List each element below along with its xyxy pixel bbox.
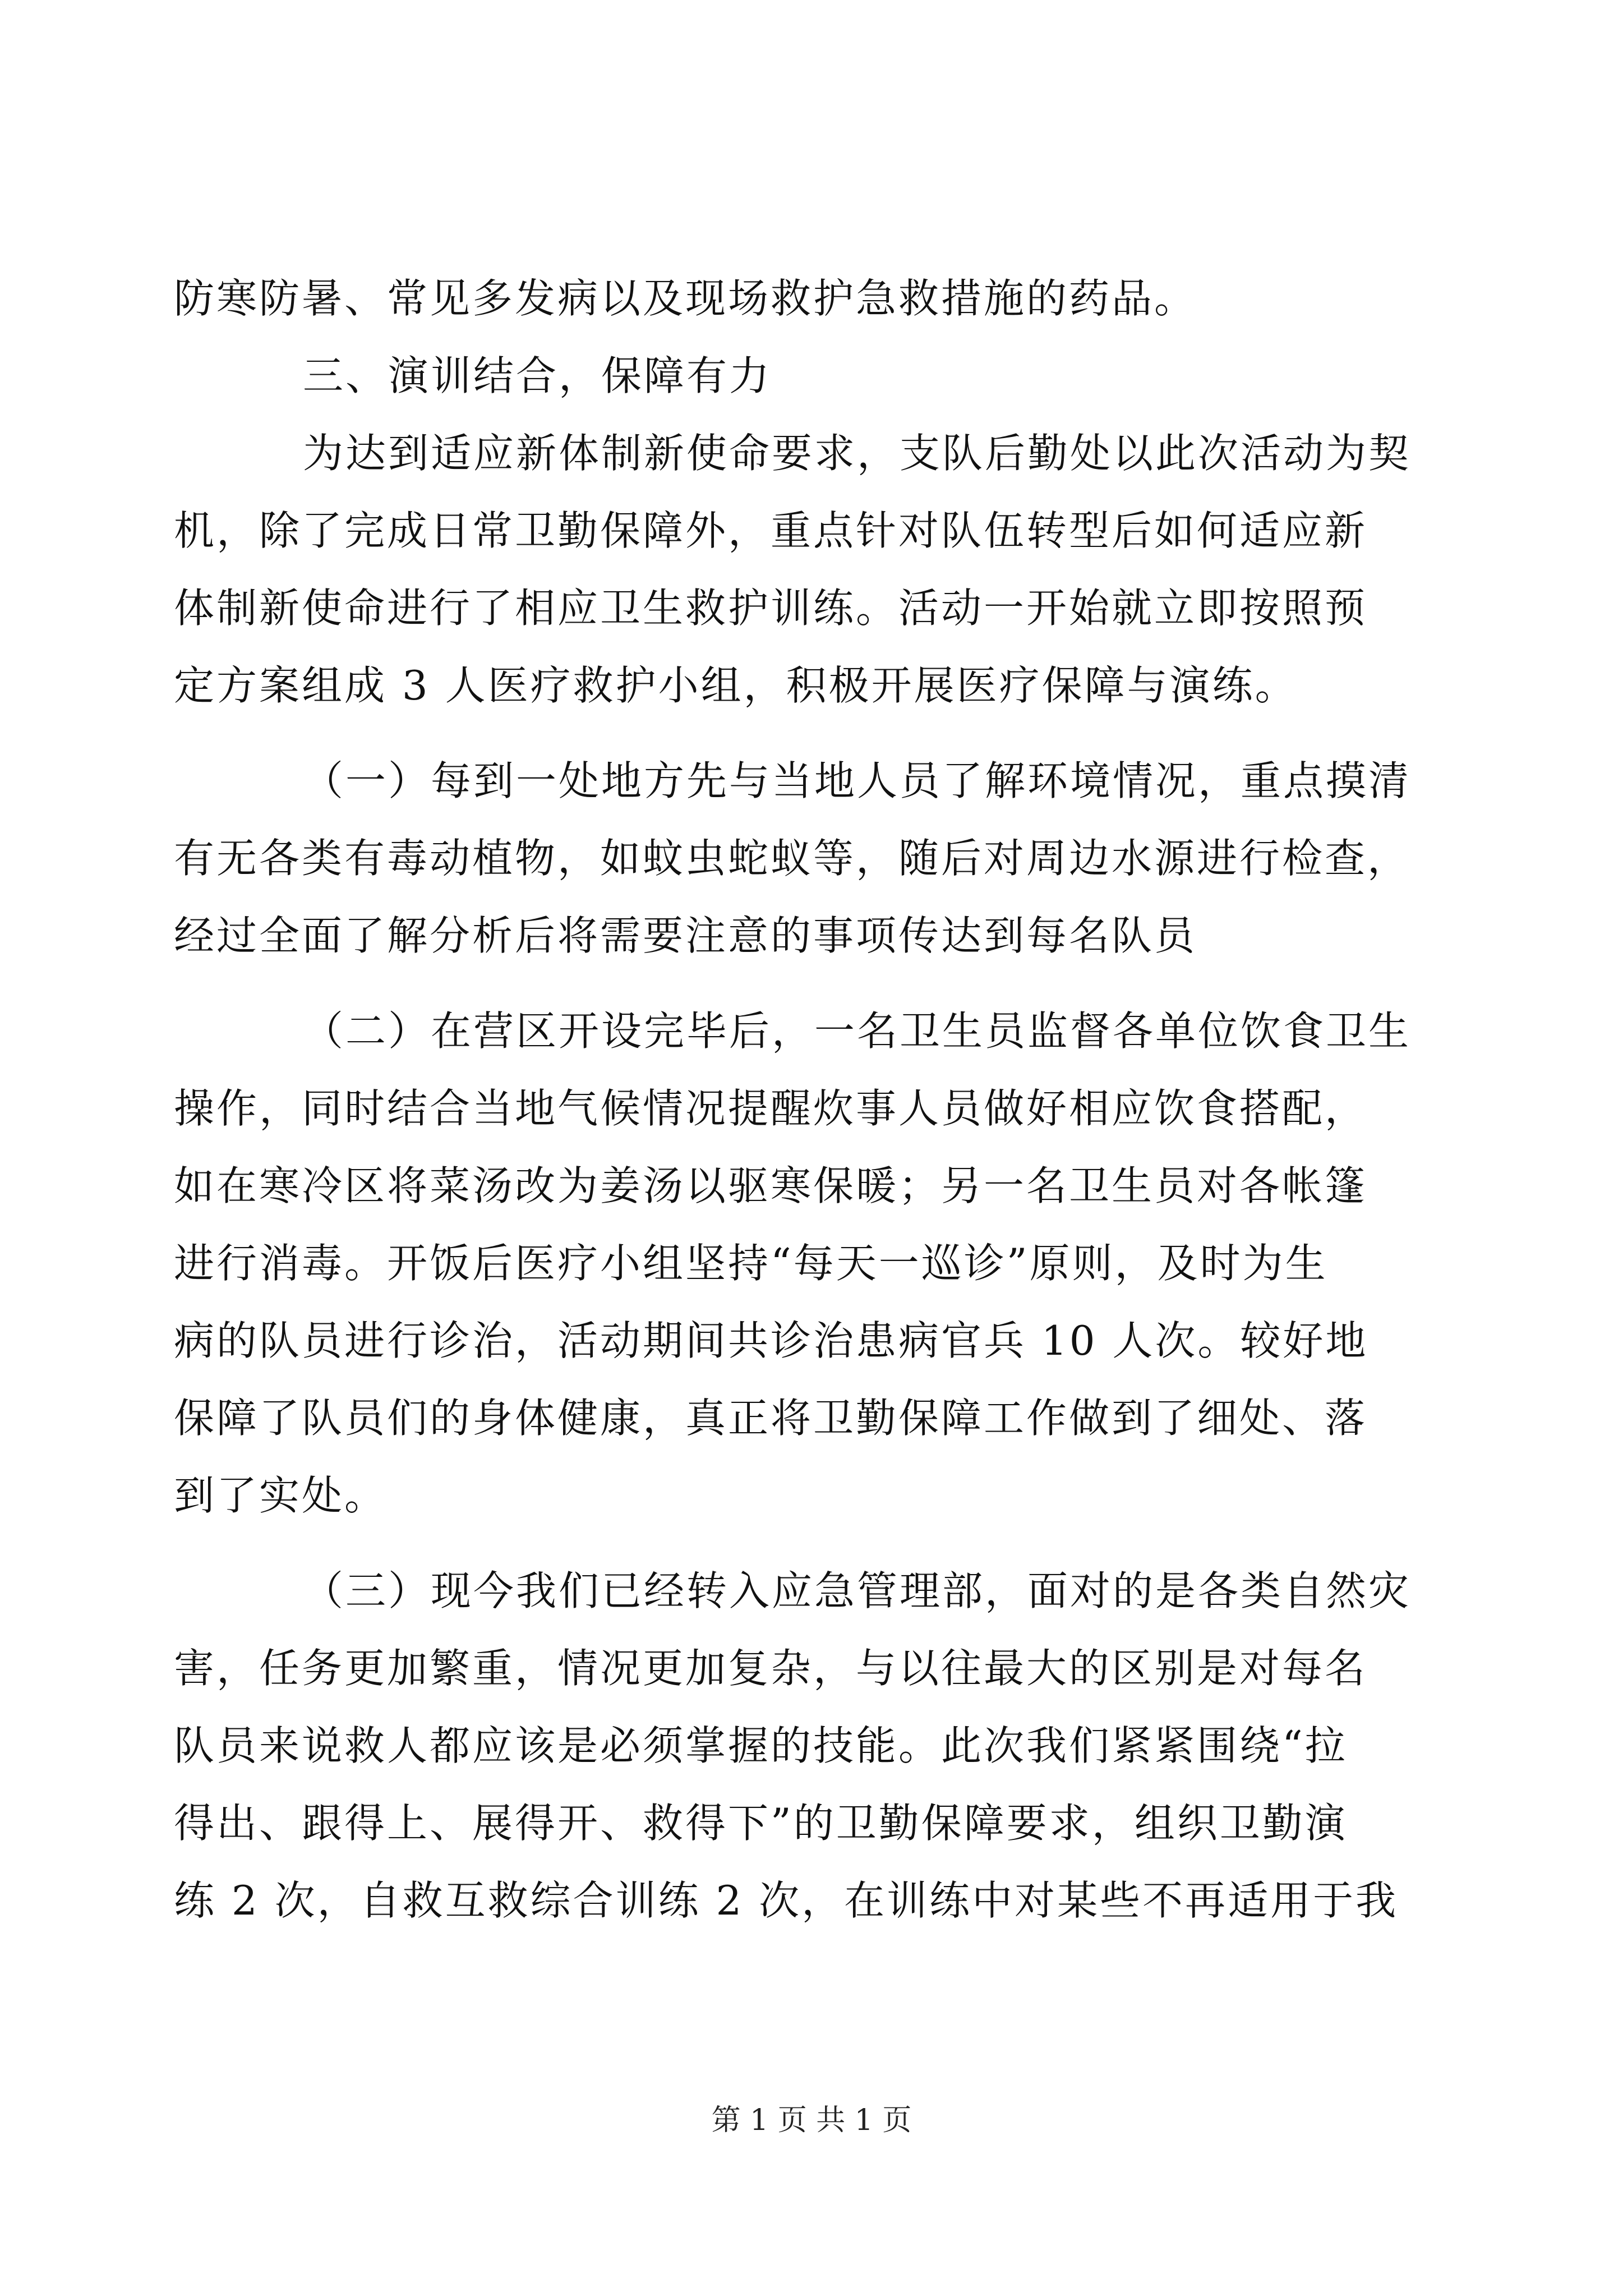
text-line: （一）每到一处地方先与当地人员了解环境情况，重点摸清 xyxy=(303,757,1412,804)
section-heading: 三、演训结合，保障有力 xyxy=(303,352,772,399)
text-line: 操作，同时结合当地气候情况提醒炊事人员做好相应饮食搭配， xyxy=(174,1085,1368,1132)
text-line: 保障了队员们的身体健康，真正将卫勤保障工作做到了细处、落 xyxy=(174,1395,1368,1442)
text-line: 害，任务更加繁重，情况更加复杂，与以往最大的区别是对每名 xyxy=(174,1645,1368,1692)
text-line: （二）在营区开设完毕后，一名卫生员监督各单位饮食卫生 xyxy=(303,1007,1412,1055)
text-line: 病的队员进行诊治，活动期间共诊治患病官兵 10 人次。较好地 xyxy=(174,1317,1368,1364)
text-line: 体制新使命进行了相应卫生救护训练。活动一开始就立即按照预 xyxy=(174,585,1368,632)
text-line: 为达到适应新体制新使命要求，支队后勤处以此次活动为契 xyxy=(303,430,1412,477)
text-line: （三）现今我们已经转入应急管理部，面对的是各类自然灾 xyxy=(303,1567,1412,1614)
page-footer: 第 1 页 共 1 页 xyxy=(711,2104,912,2137)
text-line: 机，除了完成日常卫勤保障外，重点针对队伍转型后如何适应新 xyxy=(174,507,1368,554)
text-line: 队员来说救人都应该是必须掌握的技能。此次我们紧紧围绕“拉 xyxy=(174,1722,1348,1769)
text-line: 如在寒冷区将菜汤改为姜汤以驱寒保暖；另一名卫生员对各帐篷 xyxy=(174,1162,1368,1209)
text-line: 经过全面了解分析后将需要注意的事项传达到每名队员 xyxy=(174,912,1197,959)
text-line: 防寒防暑、常见多发病以及现场救护急救措施的药品。 xyxy=(174,275,1197,322)
text-line: 有无各类有毒动植物，如蚊虫蛇蚁等，随后对周边水源进行检查， xyxy=(174,835,1410,882)
text-line: 练 2 次，自救互救综合训练 2 次，在训练中对某些不再适用于我 xyxy=(174,1877,1399,1924)
text-line: 定方案组成 3 人医疗救护小组，积极开展医疗保障与演练。 xyxy=(174,662,1298,709)
text-line: 得出、跟得上、展得开、救得下”的卫勤保障要求，组织卫勤演 xyxy=(174,1800,1348,1847)
text-line: 进行消毒。开饭后医疗小组坚持“每天一巡诊”原则，及时为生 xyxy=(174,1240,1328,1287)
text-line: 到了实处。 xyxy=(174,1472,388,1519)
